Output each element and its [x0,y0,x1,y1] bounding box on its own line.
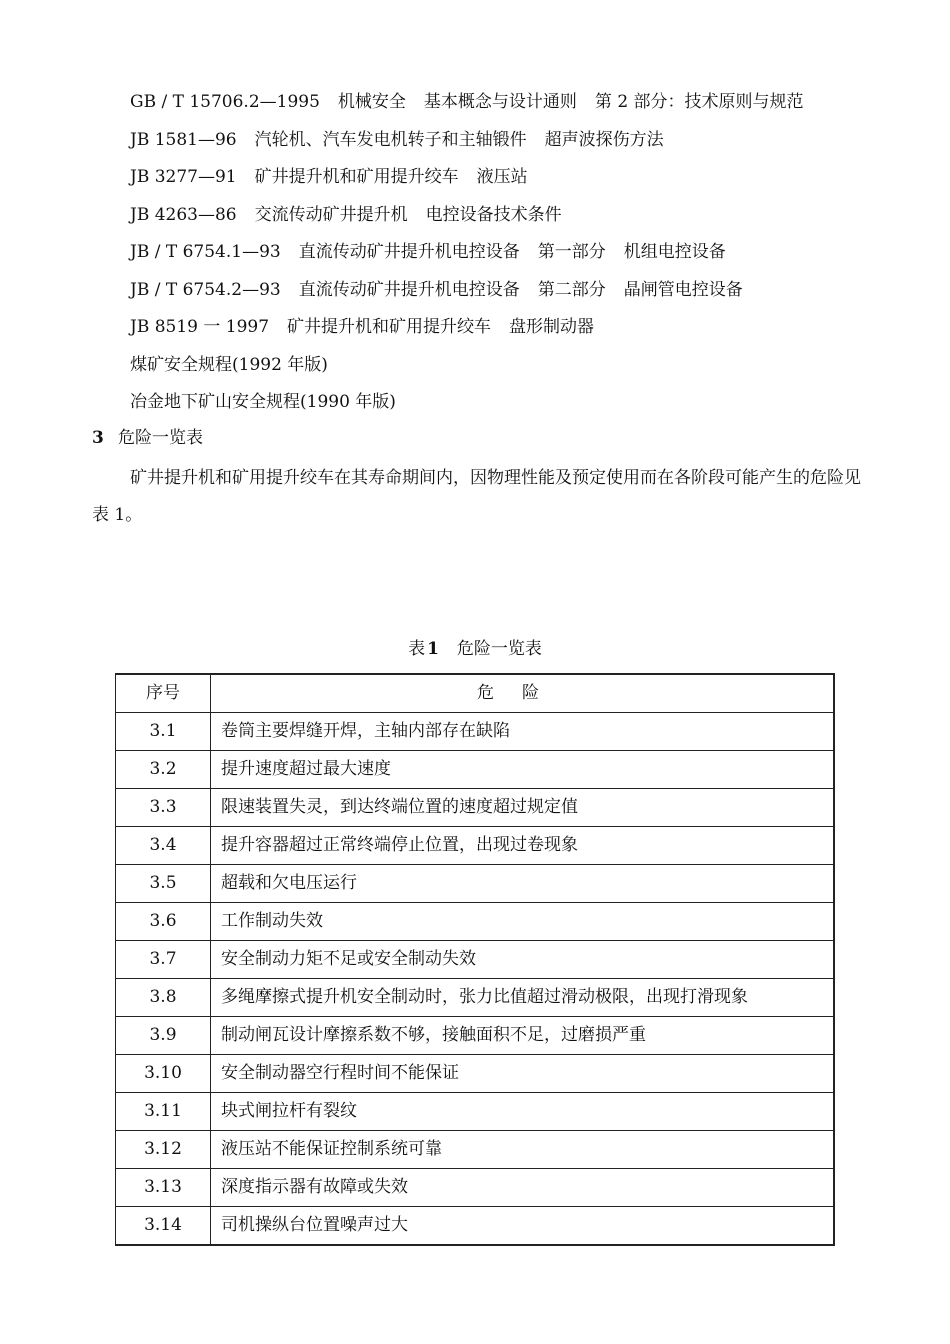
table-body [116,713,835,1246]
table-row [116,1169,835,1207]
section-number: 3 [92,428,104,448]
hazard-description-cell: 制动闸瓦设计摩擦系数不够，接触面积不足，过磨损严重 [211,1017,835,1055]
reference-title: 交流传动矿井提升机 [254,204,408,225]
reference-title: 第 2 部分：技术原则与规范 [594,92,804,112]
hazard-description-cell: 提升容器超过正常终端停止位置，出现过卷现象 [211,827,835,865]
reference-item [130,388,910,426]
reference-code: 煤矿安全规程(1992 年版) [130,354,328,375]
reference-title: 机组电控设备 [623,242,726,262]
reference-title: 基本概念与设计通则 [423,92,577,112]
section-heading [92,424,203,452]
reference-title: 液压站 [476,167,528,187]
reference-item [130,313,910,351]
caption-number: 1 [427,639,439,659]
hazard-number-cell: 3.2 [116,751,211,789]
hazard-description-cell: 块式闸拉杆有裂纹 [211,1093,835,1131]
reference-title: 第一部分 [537,242,606,262]
hazard-number-cell: 3.3 [116,789,211,827]
normative-references-list [130,88,910,426]
hazard-number-cell: 3.9 [116,1017,211,1055]
hazard-description-cell: 限速装置失灵，到达终端位置的速度超过规定值 [211,789,835,827]
table-row [116,827,835,865]
hazard-table [115,673,835,1246]
caption-title: 危险一览表 [456,639,542,659]
body-paragraph: 矿井提升机和矿用提升绞车在其寿命期间内，因物理性能及预定使用而在各阶段可能产生的危险见表 1。 [92,468,861,525]
hazard-number-cell: 3.5 [116,865,211,903]
hazard-number-cell: 3.6 [116,903,211,941]
caption-label: 表 [408,639,426,659]
hazard-description-cell: 深度指示器有故障或失效 [211,1169,835,1207]
reference-title: 晶闸管电控设备 [623,279,743,300]
table-row [116,1017,835,1055]
table-caption [0,635,950,663]
hazard-number-cell: 3.1 [116,713,211,751]
table-row [116,865,835,903]
hazard-description-cell: 卷筒主要焊缝开焊，主轴内部存在缺陷 [211,713,835,751]
reference-title: 超声波探伤方法 [544,129,664,150]
hazard-description-cell: 安全制动器空行程时间不能保证 [211,1055,835,1093]
reference-title: 电控设备技术条件 [425,204,562,225]
reference-item [130,351,910,389]
hazard-number-cell: 3.13 [116,1169,211,1207]
reference-code: JB 8519 一 1997 [130,317,270,337]
column-header-number: 序号 [116,674,211,713]
hazard-number-cell: 3.7 [116,941,211,979]
reference-title: 机械安全 [337,92,406,112]
reference-item [130,163,910,201]
reference-item [130,276,910,314]
reference-item [130,88,910,126]
hazard-description-cell: 提升速度超过最大速度 [211,751,835,789]
table-row [116,713,835,751]
reference-code: JB 1581—96 [130,129,237,150]
reference-code: JB / T 6754.1—93 [130,242,281,262]
reference-code: JB / T 6754.2—93 [130,279,281,300]
table-row [116,903,835,941]
table-row [116,1093,835,1131]
table-row [116,789,835,827]
hazard-description-cell: 安全制动力矩不足或安全制动失效 [211,941,835,979]
hazard-description-cell: 司机操纵台位置噪声过大 [211,1207,835,1246]
hazard-number-cell: 3.10 [116,1055,211,1093]
table-row [116,1055,835,1093]
reference-title: 直流传动矿井提升机电控设备 [298,279,520,300]
reference-title: 直流传动矿井提升机电控设备 [298,242,520,262]
table-row [116,1131,835,1169]
hazard-description-cell: 多绳摩擦式提升机安全制动时，张力比值超过滑动极限，出现打滑现象 [211,979,835,1017]
section-title: 危险一览表 [118,428,203,448]
hazard-number-cell: 3.12 [116,1131,211,1169]
table-row [116,941,835,979]
hazard-number-cell: 3.11 [116,1093,211,1131]
hazard-description-cell: 液压站不能保证控制系统可靠 [211,1131,835,1169]
reference-title: 盘形制动器 [509,317,595,337]
hazard-number-cell: 3.8 [116,979,211,1017]
column-header-hazard: 危险 [211,674,835,713]
reference-title: 汽轮机、汽车发电机转子和主轴锻件 [254,129,527,150]
reference-item [130,201,910,239]
hazard-number-cell: 3.4 [116,827,211,865]
table-row [116,751,835,789]
reference-code: 冶金地下矿山安全规程(1990 年版) [130,392,396,412]
table-row [116,979,835,1017]
table-row [116,1207,835,1246]
reference-code: GB / T 15706.2—1995 [130,92,320,112]
reference-title: 矿井提升机和矿用提升绞车 [287,317,492,337]
reference-title: 矿井提升机和矿用提升绞车 [254,167,459,187]
reference-title: 第二部分 [537,279,606,300]
reference-item [130,126,910,164]
table-header-row [116,674,835,713]
reference-code: JB 3277—91 [130,167,237,187]
reference-code: JB 4263—86 [130,204,237,225]
hazard-description-cell: 超载和欠电压运行 [211,865,835,903]
reference-item [130,238,910,276]
hazard-number-cell: 3.14 [116,1207,211,1246]
hazard-description-cell: 工作制动失效 [211,903,835,941]
